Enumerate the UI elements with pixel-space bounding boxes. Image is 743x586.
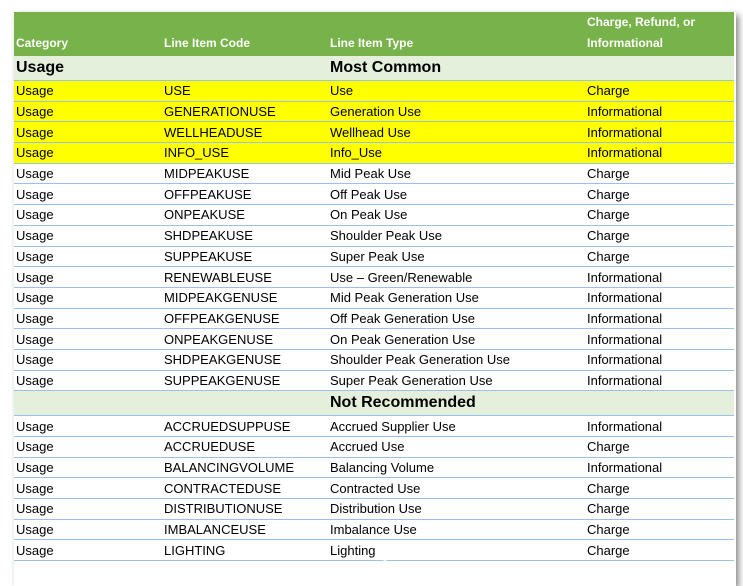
cell-category: Usage (14, 101, 162, 122)
cell-line-item-type: Shoulder Peak Use (328, 225, 585, 246)
cell-line-item-type: On Peak Use (328, 205, 585, 226)
cell-line-item-type: Info_Use (328, 143, 585, 164)
cell-category: Usage (14, 519, 162, 540)
cell-line-item-code: CONTRACTEDUSE (162, 478, 328, 499)
table-row (14, 246, 734, 267)
cell-line-item-code: GENERATIONUSE (162, 101, 328, 122)
cell-line-item-code: BALANCINGVOLUME (162, 457, 328, 478)
cell-charge-type: Informational (585, 416, 734, 437)
section-category: Usage (14, 56, 162, 81)
cell-charge-type: Informational (585, 308, 734, 329)
table-row (14, 184, 734, 205)
cell-charge-type: Informational (585, 122, 734, 143)
header-line-item-type: Line Item Type (328, 12, 585, 56)
table-row (14, 370, 734, 391)
cell-charge-type: Informational (585, 287, 734, 308)
cell-line-item-type: Generation Use (328, 101, 585, 122)
cell-category: Usage (14, 184, 162, 205)
section-category (14, 391, 162, 416)
table-row (14, 122, 734, 143)
line-item-sheet (14, 12, 736, 586)
cell-line-item-code: ONPEAKUSE (162, 205, 328, 226)
cell-category: Usage (14, 163, 162, 184)
cell-category: Usage (14, 416, 162, 437)
cell-line-item-code: IMBALANCEUSE (162, 519, 328, 540)
header-charge-label: Charge, Refund, or Informational (587, 15, 696, 50)
cell-line-item-code: INFO_USE (162, 143, 328, 164)
table-row (14, 143, 734, 164)
table-row (14, 416, 734, 437)
cell-line-item-code: SUPPEAKGENUSE (162, 370, 328, 391)
section-row (14, 391, 734, 416)
cell-charge-type: Charge (585, 540, 734, 561)
section-title: Not Recommended (328, 391, 585, 416)
torn-edge (14, 546, 736, 586)
cell-category: Usage (14, 437, 162, 458)
cell-category: Usage (14, 81, 162, 102)
cell-category: Usage (14, 267, 162, 288)
table-row (14, 478, 734, 499)
cell-line-item-type: Use – Green/Renewable (328, 267, 585, 288)
table-row (14, 499, 734, 520)
cell-category: Usage (14, 308, 162, 329)
cell-charge-type: Charge (585, 205, 734, 226)
cell-category: Usage (14, 540, 162, 561)
cell-line-item-code: SHDPEAKUSE (162, 225, 328, 246)
cell-charge-type: Charge (585, 225, 734, 246)
cell-charge-type: Charge (585, 499, 734, 520)
cell-line-item-code: ACCRUEDSUPPUSE (162, 416, 328, 437)
cell-line-item-code: SHDPEAKGENUSE (162, 349, 328, 370)
cell-charge-type: Charge (585, 163, 734, 184)
cell-charge-type: Informational (585, 329, 734, 350)
cell-line-item-code: ACCRUEDUSE (162, 437, 328, 458)
table-row (14, 329, 734, 350)
cell-charge-type: Informational (585, 143, 734, 164)
table-row (14, 349, 734, 370)
cell-line-item-type: Mid Peak Generation Use (328, 287, 585, 308)
cell-charge-type: Informational (585, 370, 734, 391)
cell-charge-type: Charge (585, 81, 734, 102)
cell-line-item-type: Use (328, 81, 585, 102)
cell-line-item-type: Distribution Use (328, 499, 585, 520)
section-row (14, 56, 734, 81)
header-charge-refund-informational (585, 12, 734, 56)
table-body (14, 56, 734, 561)
cell-line-item-code: DISTRIBUTIONUSE (162, 499, 328, 520)
cell-category: Usage (14, 205, 162, 226)
cell-line-item-code: USE (162, 81, 328, 102)
cell-line-item-type: On Peak Generation Use (328, 329, 585, 350)
cell-charge-type: Charge (585, 184, 734, 205)
table-row (14, 308, 734, 329)
header-line-item-code: Line Item Code (162, 12, 328, 56)
cell-line-item-type: Off Peak Use (328, 184, 585, 205)
cell-category: Usage (14, 370, 162, 391)
cell-line-item-type: Accrued Supplier Use (328, 416, 585, 437)
cell-line-item-type: Accrued Use (328, 437, 585, 458)
cell-line-item-type: Balancing Volume (328, 457, 585, 478)
cell-line-item-type: Wellhead Use (328, 122, 585, 143)
cell-category: Usage (14, 287, 162, 308)
table-row (14, 287, 734, 308)
cell-category: Usage (14, 122, 162, 143)
cell-category: Usage (14, 329, 162, 350)
cell-line-item-code: MIDPEAKGENUSE (162, 287, 328, 308)
section-title: Most Common (328, 56, 585, 81)
header-row (14, 12, 734, 56)
cell-charge-type: Charge (585, 478, 734, 499)
cell-line-item-type: Off Peak Generation Use (328, 308, 585, 329)
cell-charge-type: Informational (585, 267, 734, 288)
cell-line-item-code: LIGHTING (162, 540, 328, 561)
cell-category: Usage (14, 457, 162, 478)
section-spacer (162, 391, 328, 416)
cell-category: Usage (14, 143, 162, 164)
cell-line-item-code: SUPPEAKUSE (162, 246, 328, 267)
cell-line-item-type: Imbalance Use (328, 519, 585, 540)
table-row (14, 101, 734, 122)
cell-charge-type: Charge (585, 519, 734, 540)
cell-category: Usage (14, 478, 162, 499)
section-spacer (585, 56, 734, 81)
cell-line-item-code: OFFPEAKGENUSE (162, 308, 328, 329)
cell-category: Usage (14, 349, 162, 370)
cell-line-item-type: Lighting (328, 540, 585, 561)
cell-line-item-code: MIDPEAKUSE (162, 163, 328, 184)
table-row (14, 205, 734, 226)
cell-line-item-type: Contracted Use (328, 478, 585, 499)
table-row (14, 457, 734, 478)
header-category: Category (14, 12, 162, 56)
section-spacer (585, 391, 734, 416)
cell-charge-type: Charge (585, 437, 734, 458)
cell-charge-type: Informational (585, 457, 734, 478)
cell-line-item-type: Super Peak Use (328, 246, 585, 267)
cell-line-item-type: Super Peak Generation Use (328, 370, 585, 391)
cell-line-item-type: Shoulder Peak Generation Use (328, 349, 585, 370)
cell-line-item-code: ONPEAKGENUSE (162, 329, 328, 350)
table-row (14, 267, 734, 288)
cell-category: Usage (14, 246, 162, 267)
section-spacer (162, 56, 328, 81)
table-row (14, 163, 734, 184)
cell-line-item-code: OFFPEAKUSE (162, 184, 328, 205)
cell-category: Usage (14, 499, 162, 520)
cell-charge-type: Informational (585, 101, 734, 122)
table-row (14, 225, 734, 246)
cell-line-item-code: WELLHEADUSE (162, 122, 328, 143)
table-row (14, 519, 734, 540)
cell-line-item-code: RENEWABLEUSE (162, 267, 328, 288)
cell-line-item-type: Mid Peak Use (328, 163, 585, 184)
cell-charge-type: Informational (585, 349, 734, 370)
line-item-table (14, 12, 734, 561)
table-row (14, 437, 734, 458)
cell-category: Usage (14, 225, 162, 246)
table-row (14, 81, 734, 102)
cell-charge-type: Charge (585, 246, 734, 267)
